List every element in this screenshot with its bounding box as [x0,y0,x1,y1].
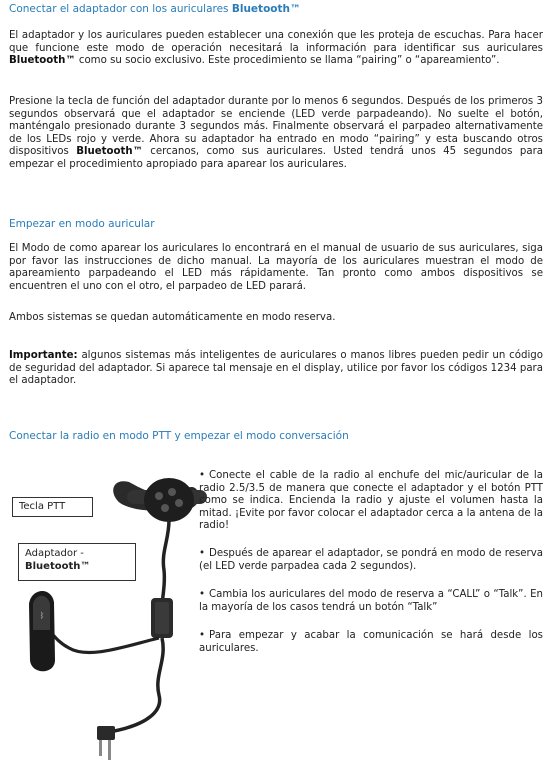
ptt-bullet-4: • Para empezar y acabar la comunicación se hará desde los auriculares. [199,630,543,654]
connector-ridge [155,602,169,634]
label-adapter: Adaptador - Bluetooth™ [18,543,136,581]
ptt-knob-2 [168,488,176,496]
ptt-button-housing [144,478,194,522]
heading-pairing: Conectar el adaptador con los auriculares Bluetooth™ [9,3,301,15]
ptt-bullet-1: • Conecte el cable de la radio al enchufe del mic/auricular de la radio 2.5/3.5 de manera que conecte el adaptador y el botón PTT como se indica. Encienda la radio y ajuste el volumen hasta la mitad. ¡Evite por favor colocar el adaptador cerca a la antena de la radio! [199,470,543,532]
bluetooth-icon: ᛒ [39,611,45,620]
adapter-cable [39,620,159,653]
heading-headset-mode: Empezar en modo auricular [9,218,155,230]
radio-plug-pin-2 [108,740,111,760]
pairing-paragraph-2: Presione la tecla de función del adaptador durante por lo menos 6 segundos. Después de los primeros 3 segundos observará que el adaptador se enciende (LED verde parpadeando). No suelte el botón, manténgalo presionado durante 3 segundos más. Finalmente observará el parpadeo alternativamente de los LEDs rojo y verde. Ahora su adaptador ha entrado en modo “pairing” y esta buscando otros dispositivos Bluetooth™ cercanos, como sus auriculares. Usted tendrá unos 45 segundos para empezar el procedimiento apropiado para aparear los auriculares. [9,96,543,170]
heading-ptt-mode: Conectar la radio en modo PTT y empezar el modo conversación [9,430,349,442]
ptt-knob-3 [175,499,183,507]
headset-paragraph-2: Ambos sistemas se quedan automáticamente en modo reserva. [9,312,336,323]
ptt-knob-1 [155,492,163,500]
headset-paragraph-1: El Modo de como aparear los auriculares lo encontrará en el manual de usuario de sus auriculares, siga por favor las instrucciones de dicho manual. La mayoría de los auriculares muestran el modo de apareamiento parpadeando el LED más rápidamente. Tan pronto como ambos dispositivos se encuentren el uno con el otro, el parpadeo de LED parará. [9,243,543,292]
radio-plug-body [97,726,115,740]
radio-cable [109,638,163,732]
label-ptt-key: Tecla PTT [12,497,93,517]
radio-plug-pin-1 [99,740,102,756]
heading-brand: Bluetooth™ [231,3,301,15]
important-note: Importante: algunos sistemas más inteligentes de auriculares o manos libres pueden pedir un código de seguridad del adaptador. Si aparece tal mensaje en el display, utilice por favor los códigos 1234 para el adaptador. [9,350,543,387]
ptt-knob-4 [161,504,169,512]
pairing-paragraph-1: El adaptador y los auriculares pueden establecer una conexión que les proteja de escuchas. Para hacer que funcione este modo de operación necesitará la información para identificar sus auriculares Bluetooth™ como su socio exclusivo. Este procedimiento se llama “pairing” o “apareamiento”. [9,30,543,67]
ptt-bullet-2: • Después de aparear el adaptador, se pondrá en modo de reserva (el LED verde parpadea cada 2 segundos). [199,548,543,572]
ptt-bullet-3: • Cambia los auriculares del modo de reserva a “CALL” o “Talk”. En la mayoría de los casos tendrá un botón “Talk” [199,589,543,613]
